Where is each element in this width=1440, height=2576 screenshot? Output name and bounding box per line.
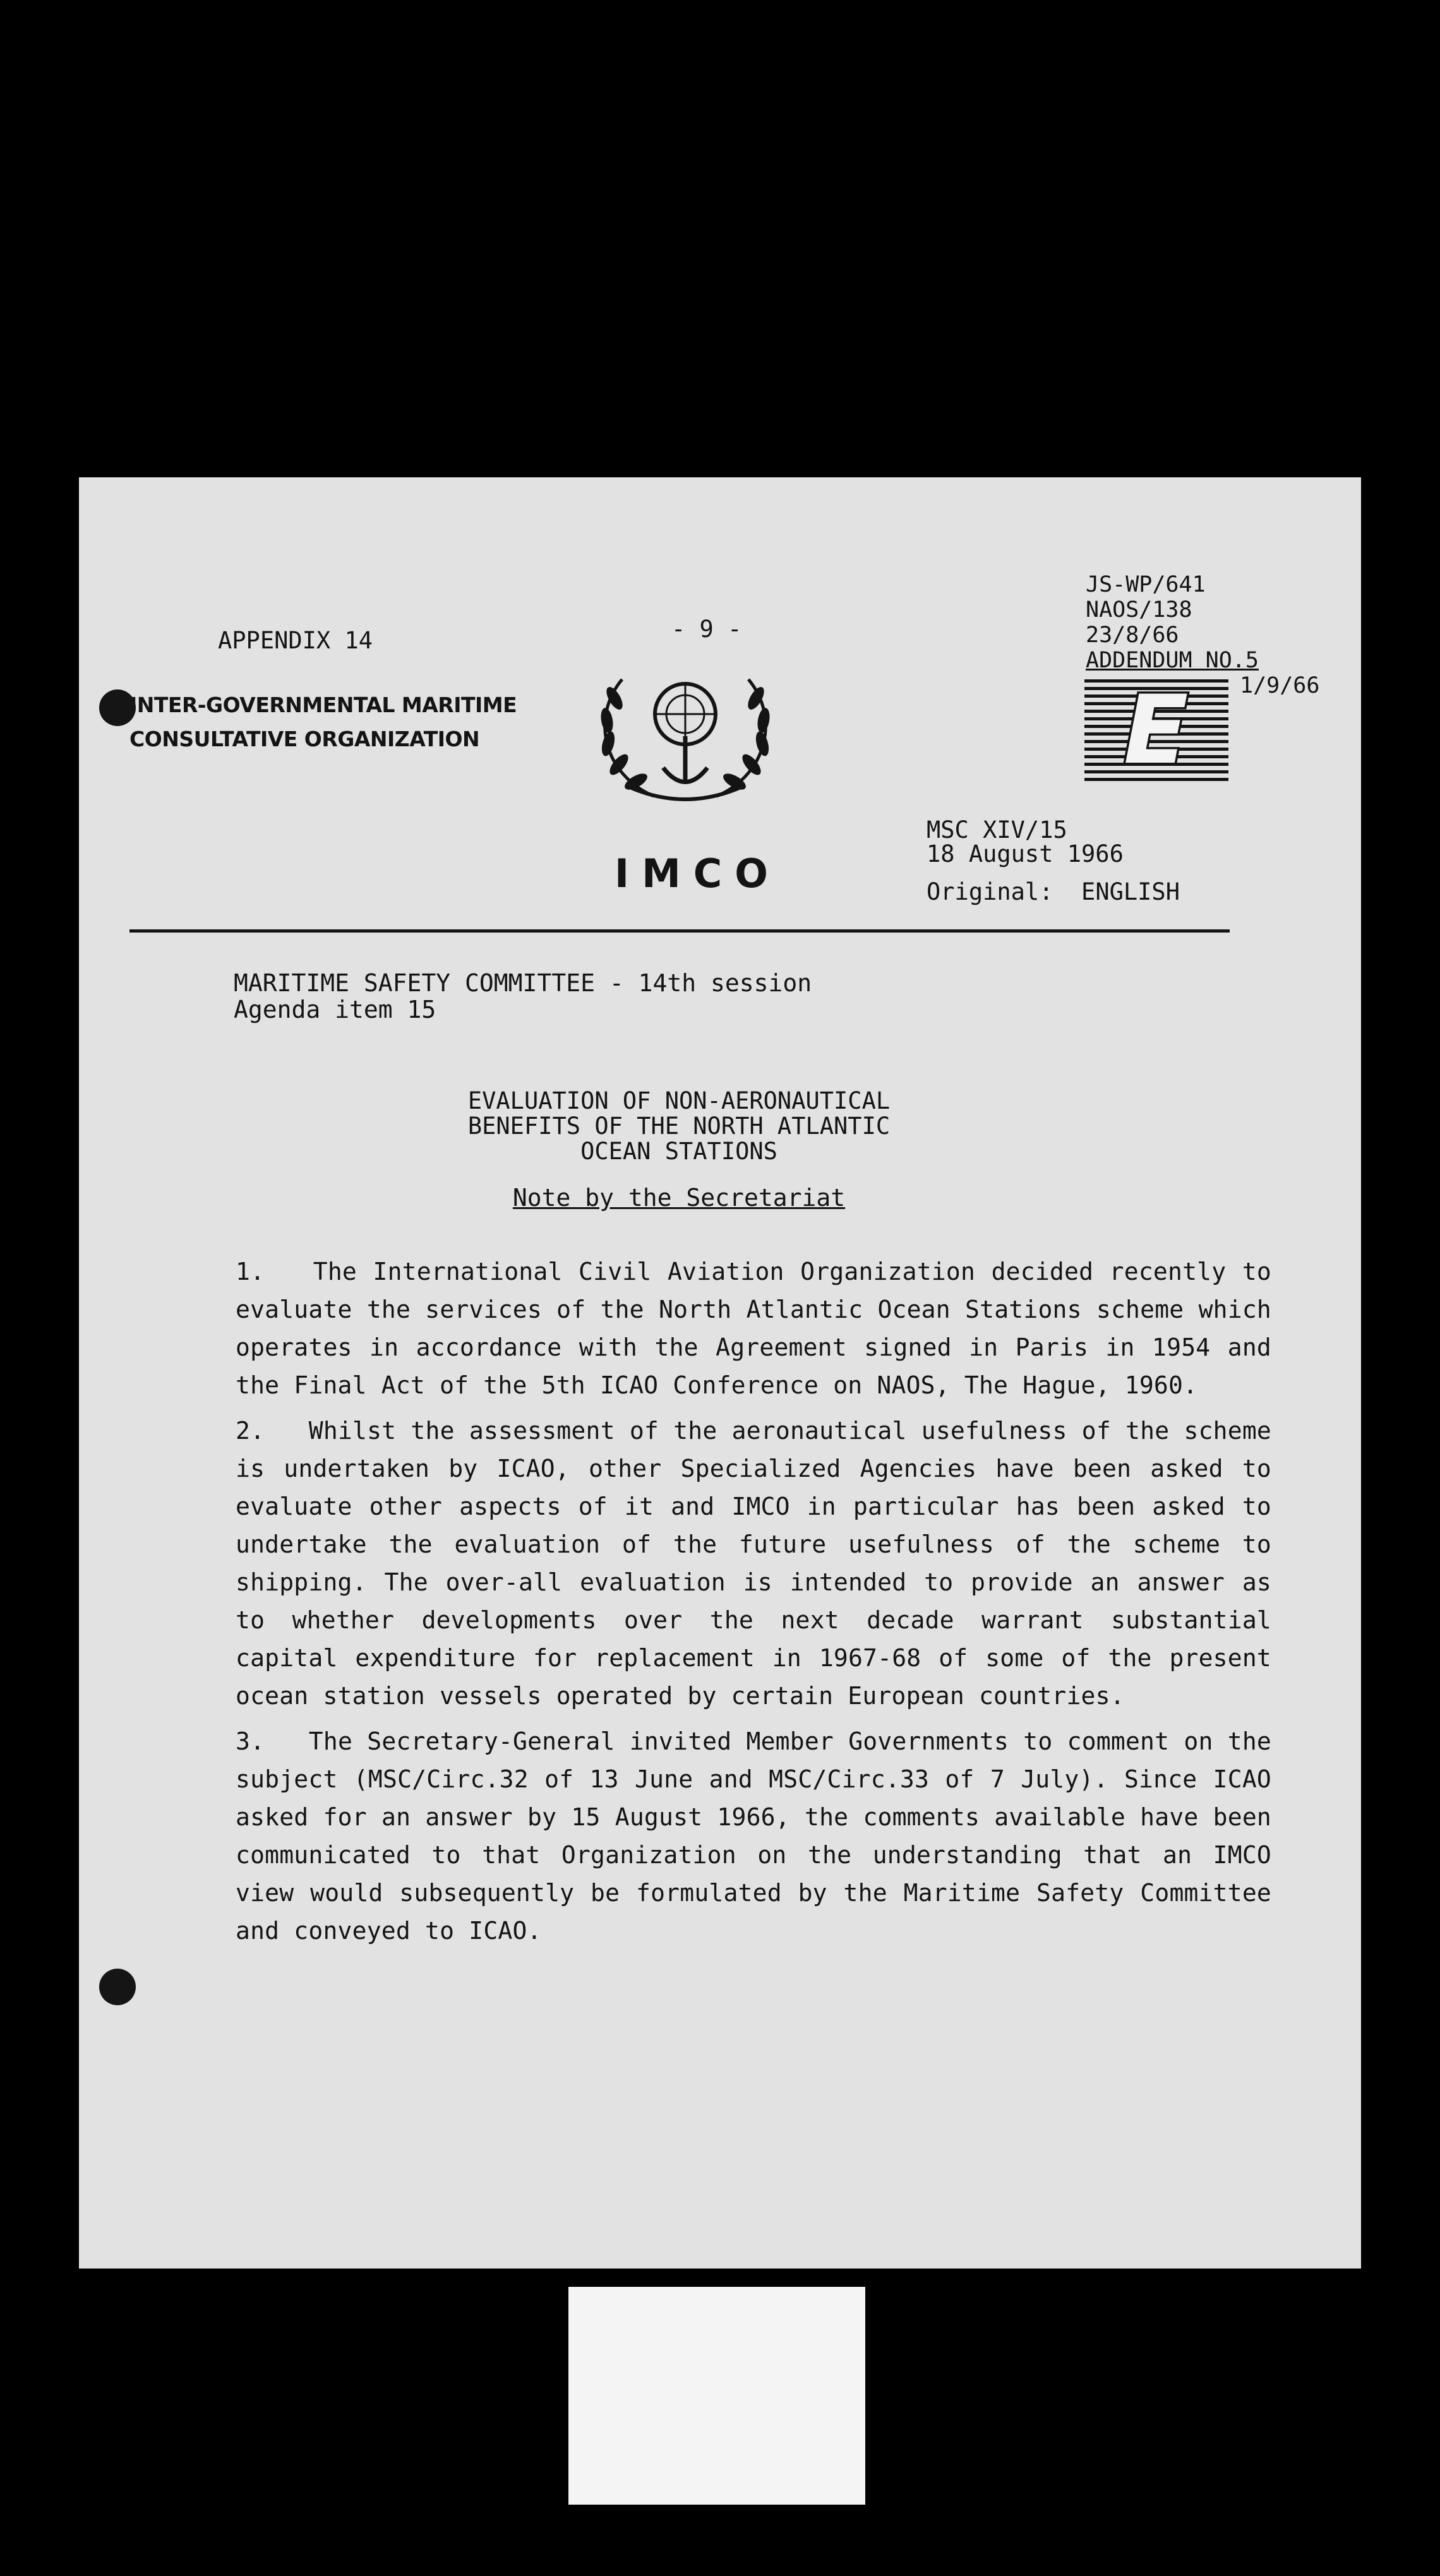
document-title (332, 1088, 1026, 1164)
organization-name-line1: INTER-GOVERNMENTAL MARITIME (129, 693, 517, 717)
committee-session: MARITIME SAFETY COMMITTEE - 14th session (234, 969, 812, 997)
title-line: BENEFITS OF THE NORTH ATLANTIC (467, 1112, 891, 1140)
title-line: OCEAN STATIONS (580, 1138, 777, 1165)
reference-line: JS-WP/641 (1086, 572, 1206, 597)
organization-name (129, 688, 517, 756)
agenda-item: Agenda item 15 (234, 996, 436, 1023)
document-date: 18 August 1966 (927, 840, 1124, 868)
original-language (927, 879, 1180, 905)
original-label: Original: (927, 878, 1053, 905)
body-text (236, 1253, 1271, 1950)
language-stamp-letter: E (1124, 676, 1189, 785)
reference-line: ADDENDUM NO.5 (1086, 648, 1259, 673)
punch-hole (99, 1969, 136, 2005)
reference-line: NAOS/138 (1086, 597, 1192, 623)
document-subtitle: Note by the Secretariat (512, 1184, 846, 1212)
document-reference (1086, 572, 1259, 673)
organization-name-line2: CONSULTATIVE ORGANIZATION (129, 727, 480, 751)
title-line: EVALUATION OF NON-AERONAUTICAL (467, 1087, 891, 1114)
imco-logo-text: IMCO (615, 850, 781, 897)
imco-emblem-icon (584, 660, 786, 812)
paragraph-1: 1. The International Civil Aviation Organization decided recently to evaluate the services of the North Atlantic Ocean Stations scheme which operates in accordance with the Agreement signed in Paris in 1954 and the Final Act of the 5th ICAO Conference on NAOS, The Hague, 1960. (236, 1258, 1271, 1399)
document-symbol: MSC XIV/15 (927, 816, 1067, 844)
original-value: ENGLISH (1081, 878, 1180, 905)
reference-date: 1/9/66 (1240, 673, 1320, 698)
meeting-info (234, 970, 812, 1023)
header-rule (129, 929, 1230, 933)
page-number: - 9 - (671, 616, 742, 643)
appendix-label: APPENDIX 14 (218, 627, 373, 654)
blank-card (568, 2287, 865, 2505)
paragraph-3: 3. The Secretary-General invited Member Governments to comment on the subject (MSC/Circ.32 of 13 June and MSC/Circ.33 of 7 July). Since ICAO asked for an answer by 15 August 1966, the comments available have been communicated to that Organization on the understanding that an IMCO view would subsequently be formulated by the Maritime Safety Committee and conveyed to ICAO. (236, 1727, 1271, 1945)
reference-line: 23/8/66 (1086, 623, 1179, 648)
document-page (79, 477, 1361, 2269)
language-stamp (1084, 676, 1228, 785)
paragraph-2: 2. Whilst the assessment of the aeronautical usefulness of the scheme is undertaken by ICAO, other Specialized Agencies have been asked to evaluate other aspects of it and IMCO in particular has been asked to undertake the evaluation of the future usefulness of the scheme to shipping. The over-all evaluation is intended to provide an answer as to whether developments over the next decade warrant substantial capital expenditure for replacement in 1967-68 of some of the present ocean station vessels operated by certain European countries. (236, 1417, 1271, 1710)
